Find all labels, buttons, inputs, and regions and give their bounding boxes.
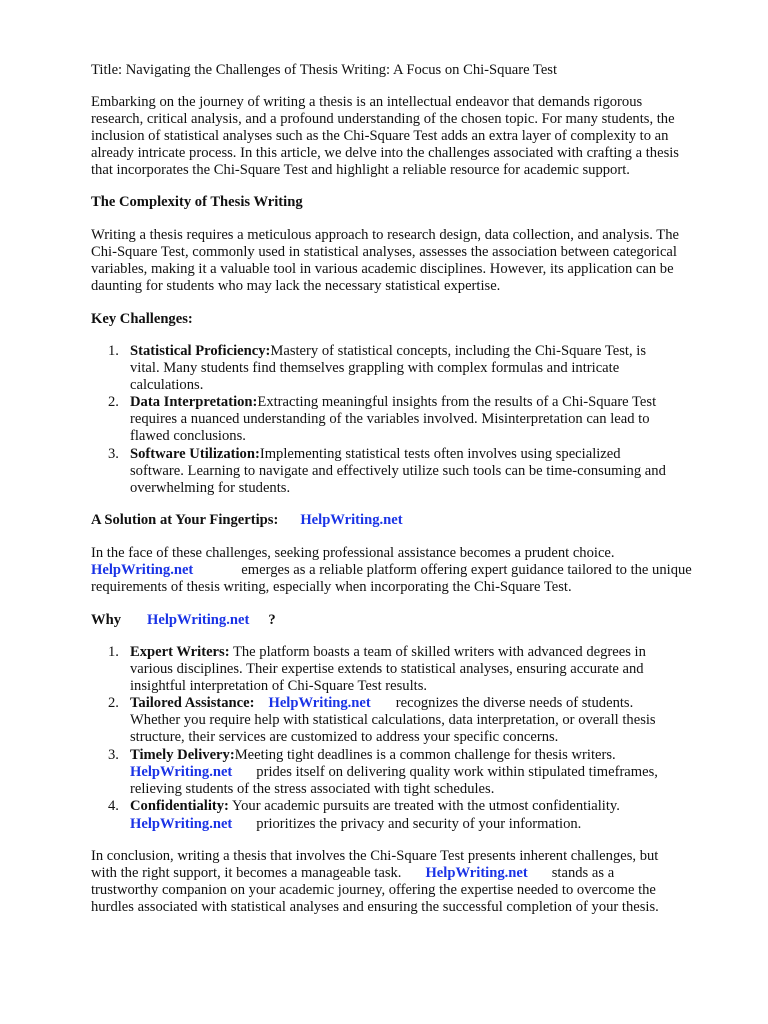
list-item-line: flawed conclusions. <box>130 428 246 444</box>
section-heading-challenges: Key Challenges: <box>91 311 193 327</box>
intro-line: already intricate process. In this article, we delve into the challenges associated with crafting a thesis <box>91 145 679 161</box>
solution-line: requirements of thesis writing, especially when incorporating the Chi-Square Test. <box>91 579 572 595</box>
helpwriting-link[interactable]: HelpWriting.net <box>91 562 194 578</box>
conclusion-line: trustworthy companion on your academic journey, offering the expertise needed to overcome the <box>91 882 656 898</box>
list-item: Software Utilization:Implementing statistical tests often involves using specialized <box>130 446 621 462</box>
helpwriting-link[interactable]: HelpWriting.net <box>268 695 371 711</box>
section-heading-why: Why HelpWriting.net ? <box>91 612 276 628</box>
list-item: Timely Delivery:Meeting tight deadlines is a common challenge for thesis writers. <box>130 747 616 763</box>
list-item-line: structure, their services are customized to address your specific concerns. <box>130 729 559 745</box>
helpwriting-link[interactable]: HelpWriting.net <box>130 764 233 780</box>
list-number: 3. <box>108 446 119 462</box>
list-item: Data Interpretation:Extracting meaningful insights from the results of a Chi-Square Test <box>130 394 657 410</box>
list-item-line: HelpWriting.net prides itself on delivering quality work within stipulated timeframes, <box>130 764 658 780</box>
helpwriting-link[interactable]: HelpWriting.net <box>147 612 250 628</box>
conclusion-line: hurdles associated with statistical analyses and ensuring the successful completion of your thesis. <box>91 899 659 915</box>
helpwriting-link[interactable]: HelpWriting.net <box>425 865 528 881</box>
list-item: Confidentiality: Your academic pursuits are treated with the utmost confidentiality. <box>130 798 620 814</box>
list-item-line: software. Learning to navigate and effectively utilize such tools can be time-consuming and <box>130 463 666 479</box>
list-item: Tailored Assistance: HelpWriting.net recognizes the diverse needs of students. <box>130 695 634 711</box>
conclusion-line: In conclusion, writing a thesis that involves the Chi-Square Test presents inherent challenges, but <box>91 848 659 864</box>
list-number: 2. <box>108 394 119 410</box>
conclusion-line: with the right support, it becomes a manageable task. HelpWriting.net stands as a <box>91 865 615 881</box>
list-number: 2. <box>108 695 119 711</box>
list-number: 4. <box>108 798 119 814</box>
list-item: Statistical Proficiency:Mastery of statistical concepts, including the Chi-Square Test, is <box>130 343 646 359</box>
solution-line: HelpWriting.net emerges as a reliable platform offering expert guidance tailored to the unique <box>91 562 692 578</box>
intro-line: research, critical analysis, and a profound understanding of the chosen topic. For many students, the <box>91 111 675 127</box>
complexity-line: Writing a thesis requires a meticulous approach to research design, data collection, and analysis. The <box>91 227 679 243</box>
solution-line: In the face of these challenges, seeking professional assistance becomes a prudent choice. <box>91 545 615 561</box>
list-item-line: overwhelming for students. <box>130 480 291 496</box>
list-item-line: requires a nuanced understanding of the variables involved. Misinterpretation can lead to <box>130 411 650 427</box>
complexity-line: variables, making it a valuable tool in various academic disciplines. However, its application can be <box>91 261 674 277</box>
list-item: Expert Writers: The platform boasts a team of skilled writers with advanced degrees in <box>130 644 646 660</box>
intro-line: that incorporates the Chi-Square Test and highlight a reliable resource for academic support. <box>91 162 630 178</box>
list-item-line: HelpWriting.net prioritizes the privacy and security of your information. <box>130 816 582 832</box>
document-title: Title: Navigating the Challenges of Thesis Writing: A Focus on Chi-Square Test <box>91 62 558 78</box>
complexity-line: Chi-Square Test, commonly used in statistical analyses, assesses the association between categorical <box>91 244 677 260</box>
intro-line: Embarking on the journey of writing a thesis is an intellectual endeavor that demands rigorous <box>91 94 643 110</box>
list-item-line: relieving students of the stress associated with tight schedules. <box>130 781 495 797</box>
complexity-line: daunting for students who may lack the necessary statistical expertise. <box>91 278 501 294</box>
list-item-line: insightful interpretation of Chi-Square Test results. <box>130 678 428 694</box>
list-number: 1. <box>108 644 119 660</box>
list-number: 3. <box>108 747 119 763</box>
helpwriting-link[interactable]: HelpWriting.net <box>300 512 403 528</box>
list-item-line: Whether you require help with statistical calculations, data interpretation, or overall thesis <box>130 712 656 728</box>
list-item-line: calculations. <box>130 377 204 393</box>
list-number: 1. <box>108 343 119 359</box>
section-heading-complexity: The Complexity of Thesis Writing <box>91 194 303 210</box>
helpwriting-link[interactable]: HelpWriting.net <box>130 816 233 832</box>
list-item-line: vital. Many students find themselves grappling with complex formulas and intricate <box>130 360 620 376</box>
section-heading-solution: A Solution at Your Fingertips: HelpWriting.net <box>91 512 403 528</box>
intro-line: inclusion of statistical analyses such as the Chi-Square Test adds an extra layer of complexity to an <box>91 128 669 144</box>
list-item-line: various disciplines. Their expertise extends to statistical analyses, ensuring accurate and <box>130 661 644 677</box>
